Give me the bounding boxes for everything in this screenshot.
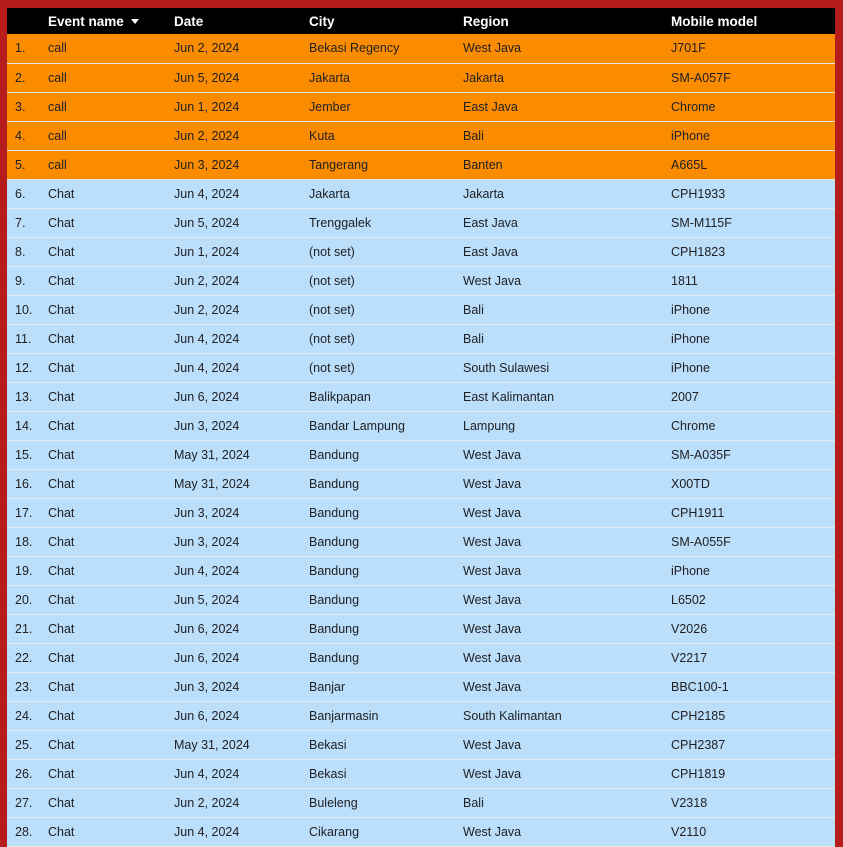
- cell-date: Jun 2, 2024: [174, 121, 309, 150]
- cell-city: Bandung: [309, 614, 463, 643]
- cell-date: Jun 6, 2024: [174, 614, 309, 643]
- row-number: 15.: [7, 440, 48, 469]
- cell-date: Jun 1, 2024: [174, 92, 309, 121]
- row-number: 19.: [7, 556, 48, 585]
- row-number: 6.: [7, 179, 48, 208]
- cell-mobile-model: V2318: [671, 788, 835, 817]
- cell-region: West Java: [463, 469, 671, 498]
- cell-city: Buleleng: [309, 788, 463, 817]
- row-number: 16.: [7, 469, 48, 498]
- cell-event-name: call: [48, 150, 174, 179]
- column-header-label: Region: [463, 13, 509, 29]
- table-row[interactable]: [7, 556, 835, 585]
- cell-region: Jakarta: [463, 179, 671, 208]
- cell-city: Trenggalek: [309, 208, 463, 237]
- row-number: 4.: [7, 121, 48, 150]
- cell-event-name: Chat: [48, 382, 174, 411]
- cell-event-name: call: [48, 121, 174, 150]
- cell-mobile-model: X00TD: [671, 469, 835, 498]
- cell-city: Bandung: [309, 643, 463, 672]
- row-number: 3.: [7, 92, 48, 121]
- column-header-event-name[interactable]: [48, 8, 174, 34]
- table-row[interactable]: [7, 121, 835, 150]
- table-row[interactable]: [7, 34, 835, 63]
- cell-region: West Java: [463, 498, 671, 527]
- cell-region: East Java: [463, 208, 671, 237]
- table-row[interactable]: [7, 527, 835, 556]
- table-row[interactable]: [7, 643, 835, 672]
- cell-region: East Kalimantan: [463, 382, 671, 411]
- column-header-label: City: [309, 13, 335, 29]
- row-number: 5.: [7, 150, 48, 179]
- column-header-label: Event name: [48, 13, 124, 29]
- cell-region: West Java: [463, 817, 671, 846]
- cell-mobile-model: SM-A035F: [671, 440, 835, 469]
- table-row[interactable]: [7, 817, 835, 846]
- cell-city: Bandung: [309, 440, 463, 469]
- cell-date: Jun 3, 2024: [174, 498, 309, 527]
- row-number: 10.: [7, 295, 48, 324]
- cell-mobile-model: L6502: [671, 585, 835, 614]
- cell-event-name: Chat: [48, 295, 174, 324]
- table-row[interactable]: [7, 469, 835, 498]
- cell-region: Bali: [463, 121, 671, 150]
- cell-event-name: Chat: [48, 324, 174, 353]
- cell-region: Banten: [463, 150, 671, 179]
- cell-event-name: Chat: [48, 179, 174, 208]
- cell-mobile-model: CPH2185: [671, 701, 835, 730]
- cell-date: Jun 2, 2024: [174, 34, 309, 63]
- cell-city: Bekasi: [309, 759, 463, 788]
- cell-mobile-model: V2217: [671, 643, 835, 672]
- row-number: 23.: [7, 672, 48, 701]
- column-header-label: Mobile model: [671, 13, 758, 29]
- cell-date: Jun 3, 2024: [174, 411, 309, 440]
- cell-region: West Java: [463, 556, 671, 585]
- table-row[interactable]: [7, 150, 835, 179]
- cell-event-name: Chat: [48, 353, 174, 382]
- report-table-container: [7, 8, 835, 839]
- cell-date: Jun 3, 2024: [174, 672, 309, 701]
- cell-city: Bekasi: [309, 730, 463, 759]
- table-row[interactable]: [7, 585, 835, 614]
- cell-event-name: Chat: [48, 498, 174, 527]
- cell-date: Jun 6, 2024: [174, 382, 309, 411]
- cell-event-name: Chat: [48, 643, 174, 672]
- cell-event-name: Chat: [48, 614, 174, 643]
- cell-mobile-model: V2110: [671, 817, 835, 846]
- cell-city: (not set): [309, 353, 463, 382]
- table-row[interactable]: [7, 266, 835, 295]
- row-number: 25.: [7, 730, 48, 759]
- row-number: 24.: [7, 701, 48, 730]
- cell-date: Jun 4, 2024: [174, 324, 309, 353]
- table-header-row: [7, 8, 835, 34]
- cell-date: Jun 5, 2024: [174, 63, 309, 92]
- cell-mobile-model: iPhone: [671, 353, 835, 382]
- cell-city: Kuta: [309, 121, 463, 150]
- cell-mobile-model: Chrome: [671, 92, 835, 121]
- cell-city: (not set): [309, 295, 463, 324]
- cell-event-name: Chat: [48, 672, 174, 701]
- cell-event-name: call: [48, 63, 174, 92]
- row-number: 27.: [7, 788, 48, 817]
- cell-date: Jun 6, 2024: [174, 643, 309, 672]
- cell-event-name: Chat: [48, 237, 174, 266]
- cell-date: Jun 4, 2024: [174, 353, 309, 382]
- table-row[interactable]: [7, 324, 835, 353]
- cell-mobile-model: iPhone: [671, 324, 835, 353]
- row-number: 8.: [7, 237, 48, 266]
- cell-city: Tangerang: [309, 150, 463, 179]
- table-row[interactable]: [7, 788, 835, 817]
- cell-date: Jun 5, 2024: [174, 208, 309, 237]
- row-number: 17.: [7, 498, 48, 527]
- cell-event-name: Chat: [48, 266, 174, 295]
- cell-date: Jun 4, 2024: [174, 759, 309, 788]
- cell-mobile-model: 2007: [671, 382, 835, 411]
- cell-region: West Java: [463, 643, 671, 672]
- table-row[interactable]: [7, 440, 835, 469]
- table-row[interactable]: [7, 701, 835, 730]
- column-header-label: Date: [174, 13, 204, 29]
- cell-region: West Java: [463, 527, 671, 556]
- column-header-city[interactable]: [309, 8, 463, 34]
- cell-mobile-model: iPhone: [671, 295, 835, 324]
- cell-city: Jakarta: [309, 179, 463, 208]
- table-row[interactable]: [7, 63, 835, 92]
- table-row[interactable]: [7, 92, 835, 121]
- cell-region: Bali: [463, 788, 671, 817]
- row-number: 14.: [7, 411, 48, 440]
- cell-event-name: Chat: [48, 556, 174, 585]
- cell-mobile-model: BBC100-1: [671, 672, 835, 701]
- cell-date: Jun 5, 2024: [174, 585, 309, 614]
- cell-date: May 31, 2024: [174, 730, 309, 759]
- row-number: 26.: [7, 759, 48, 788]
- column-header-date[interactable]: [174, 8, 309, 34]
- cell-region: Bali: [463, 324, 671, 353]
- cell-date: Jun 3, 2024: [174, 527, 309, 556]
- cell-mobile-model: CPH1933: [671, 179, 835, 208]
- row-number: 12.: [7, 353, 48, 382]
- row-number: 2.: [7, 63, 48, 92]
- cell-region: South Sulawesi: [463, 353, 671, 382]
- cell-date: Jun 3, 2024: [174, 150, 309, 179]
- cell-event-name: Chat: [48, 208, 174, 237]
- cell-date: Jun 2, 2024: [174, 266, 309, 295]
- cell-city: Bandung: [309, 469, 463, 498]
- cell-region: West Java: [463, 585, 671, 614]
- cell-date: Jun 1, 2024: [174, 237, 309, 266]
- cell-date: Jun 2, 2024: [174, 788, 309, 817]
- table-row[interactable]: [7, 382, 835, 411]
- cell-mobile-model: CPH1911: [671, 498, 835, 527]
- cell-mobile-model: iPhone: [671, 556, 835, 585]
- cell-mobile-model: V2026: [671, 614, 835, 643]
- events-table: [7, 8, 835, 847]
- cell-mobile-model: SM-A057F: [671, 63, 835, 92]
- cell-event-name: Chat: [48, 701, 174, 730]
- cell-date: May 31, 2024: [174, 469, 309, 498]
- cell-event-name: Chat: [48, 411, 174, 440]
- table-row[interactable]: [7, 730, 835, 759]
- cell-region: South Kalimantan: [463, 701, 671, 730]
- row-number: 18.: [7, 527, 48, 556]
- row-number: 1.: [7, 34, 48, 63]
- column-header-mobile-model[interactable]: [671, 8, 835, 34]
- cell-city: (not set): [309, 324, 463, 353]
- cell-date: May 31, 2024: [174, 440, 309, 469]
- table-row[interactable]: [7, 614, 835, 643]
- table-row[interactable]: [7, 237, 835, 266]
- cell-event-name: Chat: [48, 440, 174, 469]
- cell-city: Bekasi Regency: [309, 34, 463, 63]
- cell-region: West Java: [463, 266, 671, 295]
- cell-city: (not set): [309, 266, 463, 295]
- cell-mobile-model: SM-A055F: [671, 527, 835, 556]
- cell-event-name: Chat: [48, 469, 174, 498]
- cell-event-name: call: [48, 34, 174, 63]
- cell-city: Bandung: [309, 585, 463, 614]
- cell-region: West Java: [463, 34, 671, 63]
- row-number: 7.: [7, 208, 48, 237]
- row-number: 22.: [7, 643, 48, 672]
- cell-event-name: Chat: [48, 730, 174, 759]
- row-number: 13.: [7, 382, 48, 411]
- cell-mobile-model: Chrome: [671, 411, 835, 440]
- cell-mobile-model: 1811: [671, 266, 835, 295]
- table-row[interactable]: [7, 672, 835, 701]
- cell-event-name: Chat: [48, 759, 174, 788]
- cell-date: Jun 2, 2024: [174, 295, 309, 324]
- table-row[interactable]: [7, 208, 835, 237]
- cell-date: Jun 4, 2024: [174, 556, 309, 585]
- row-number: 11.: [7, 324, 48, 353]
- cell-region: East Java: [463, 237, 671, 266]
- cell-mobile-model: iPhone: [671, 121, 835, 150]
- cell-region: West Java: [463, 730, 671, 759]
- cell-mobile-model: CPH2387: [671, 730, 835, 759]
- table-row[interactable]: [7, 411, 835, 440]
- column-header-region[interactable]: [463, 8, 671, 34]
- table-row[interactable]: [7, 759, 835, 788]
- sort-desc-icon[interactable]: [131, 19, 139, 24]
- row-number: 9.: [7, 266, 48, 295]
- row-number: 20.: [7, 585, 48, 614]
- table-row[interactable]: [7, 179, 835, 208]
- cell-region: West Java: [463, 672, 671, 701]
- cell-city: Jakarta: [309, 63, 463, 92]
- cell-mobile-model: SM-M115F: [671, 208, 835, 237]
- row-number: 28.: [7, 817, 48, 846]
- table-row[interactable]: [7, 353, 835, 382]
- cell-city: Bandar Lampung: [309, 411, 463, 440]
- cell-date: Jun 4, 2024: [174, 179, 309, 208]
- cell-city: Cikarang: [309, 817, 463, 846]
- cell-date: Jun 6, 2024: [174, 701, 309, 730]
- cell-city: Bandung: [309, 498, 463, 527]
- cell-region: East Java: [463, 92, 671, 121]
- cell-event-name: Chat: [48, 788, 174, 817]
- cell-city: Banjarmasin: [309, 701, 463, 730]
- cell-region: Lampung: [463, 411, 671, 440]
- cell-mobile-model: CPH1823: [671, 237, 835, 266]
- cell-city: Jember: [309, 92, 463, 121]
- cell-date: Jun 4, 2024: [174, 817, 309, 846]
- cell-event-name: Chat: [48, 585, 174, 614]
- cell-mobile-model: J701F: [671, 34, 835, 63]
- table-row[interactable]: [7, 295, 835, 324]
- cell-city: (not set): [309, 237, 463, 266]
- cell-region: West Java: [463, 614, 671, 643]
- cell-city: Banjar: [309, 672, 463, 701]
- cell-mobile-model: CPH1819: [671, 759, 835, 788]
- cell-event-name: Chat: [48, 817, 174, 846]
- cell-event-name: call: [48, 92, 174, 121]
- cell-region: West Java: [463, 759, 671, 788]
- cell-city: Balikpapan: [309, 382, 463, 411]
- cell-region: Bali: [463, 295, 671, 324]
- cell-mobile-model: A665L: [671, 150, 835, 179]
- table-row[interactable]: [7, 498, 835, 527]
- cell-event-name: Chat: [48, 527, 174, 556]
- row-number-header: [7, 8, 48, 34]
- cell-city: Bandung: [309, 527, 463, 556]
- cell-region: West Java: [463, 440, 671, 469]
- cell-region: Jakarta: [463, 63, 671, 92]
- cell-city: Bandung: [309, 556, 463, 585]
- row-number: 21.: [7, 614, 48, 643]
